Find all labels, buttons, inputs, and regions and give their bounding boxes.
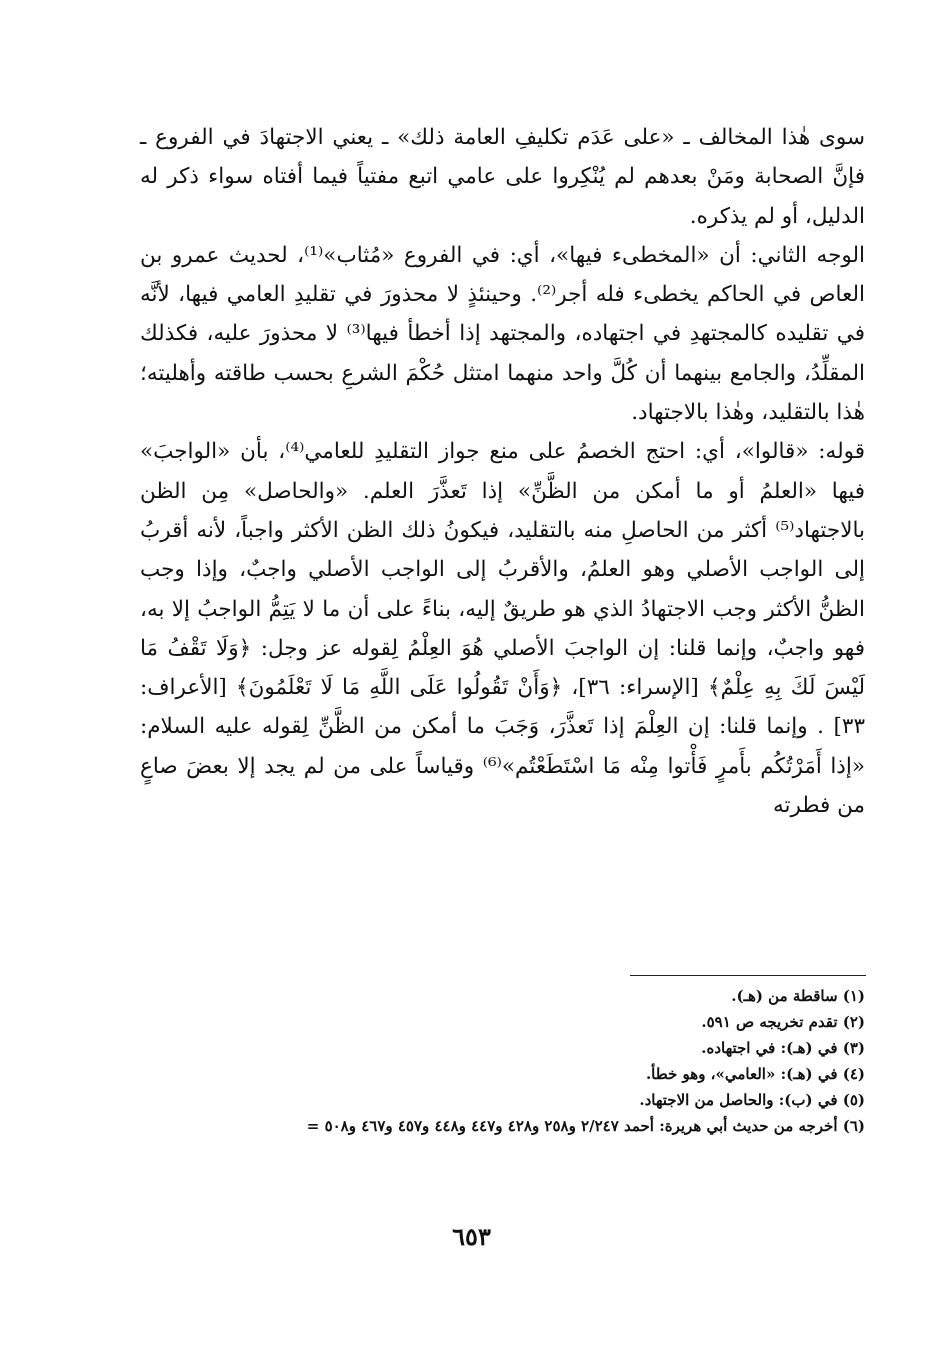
footnote-1: (١) ساقطة من (هـ). [731,987,865,1005]
footnotes [100,983,865,1139]
page-number: ٦٥٣ [452,1222,491,1251]
footnote-4: (٤) في (هـ): «العامي»، وهو خطأ. [645,1065,865,1083]
footnote-5: (٥) في (ب): والحاصل من الاجتهاد. [639,1091,865,1109]
paragraph-1: سوى هٰذا المخالف ـ «على عَدَم تكليفِ العامة ذلك» ـ يعني الاجتهادَ في الفروع ـ فإنَّ الصحابة ومَنْ بعدهم لم يُنْكِروا على عامي اتبع مفتياً فيما أفتاه سواء ذكر له الدليل، أو لم يذكره. [140,125,865,229]
main-text [140,118,865,825]
footnote-6: (٦) أخرجه من حديث أبي هريرة: أحمد ٢/٢٤٧ و٢٥٨ و٤٢٨ و٤٤٧ و٤٤٨ و٤٥٧ و٤٦٧ و٥٠٨ = [306,1117,865,1135]
footnote-2: (٢) تقدم تخريجه ص ٥٩١. [701,1013,865,1031]
paragraph-3: قوله: «قالوا»، أي: احتج الخصمُ على منع جواز التقليدِ للعامي⁽⁴⁾، بأن «الواجبَ» فيها «العلمُ أو ما أمكن من الظَّنِّ» إذا تَعذَّرَ العلم. «والحاصل» مِن الظن بالاجتهاد⁽⁵⁾ أكثر من الحاصلِ منه بالتقليد، فيكونُ ذلك الظن الأكثر واجباً، لأنه أقربُ إلى الواجب الأصلي وهو العلمُ، والأقربُ إلى الواجب الأصلي واجبٌ، وإذا وجب الظنُّ الأكثر وجب الاجتهادُ الذي هو طريقٌ إليه، بناءً على أن ما لا يَتِمُّ الواجبُ إلا به، فهو واجبٌ، وإنما قلنا: إن الواجبَ الأصلي هُوَ العِلْمُ لِقوله عز وجل: ﴿وَلَا تَقْفُ مَا لَيْسَ لَكَ بِهِ عِلْمٌ﴾ [الإسراء: ٣٦]، ﴿وَأَنْ تَقُولُوا عَلَى اللَّهِ مَا لَا تَعْلَمُونَ﴾ [الأعراف: ٣٣] . وإنما قلنا: إن العِلْمَ إذا تَعذَّرَ، وَجَبَ ما أمكن من الظَّنِّ لِقوله عليه السلام: «إذا أَمَرْتُكُم بأَمرٍ فَأْتوا مِنْه مَا اسْتَطَعْتُم»⁽⁶⁾ وقياساً على من لم يجد إلا بعضَ صاعٍ من فطرته [140,439,866,819]
paragraph-2: الوجه الثاني: أن «المخطىء فيها»، أي: في الفروع «مُثاب»⁽¹⁾، لحديث عمرو بن العاص في الحاكم يخطىء فله أجر⁽²⁾. وحينئذٍ لا محذورَ في تقليدِ العامي فيها، لأنَّه في تقليده كالمجتهدِ في اجتهاده، والمجتهد إذا أخطأ فيها⁽³⁾ لا محذورَ عليه، فكذلك المقلِّدُ، والجامع بينهما أن كُلَّ واحد منهما امتثل حُكْمَ الشرعِ بحسب طاقته وأهليته؛ هٰذا بالتقليد، وهٰذا بالاجتهاد. [140,242,866,426]
footnote-separator [630,975,866,976]
footnote-3: (٣) في (هـ): في اجتهاده. [701,1039,865,1057]
